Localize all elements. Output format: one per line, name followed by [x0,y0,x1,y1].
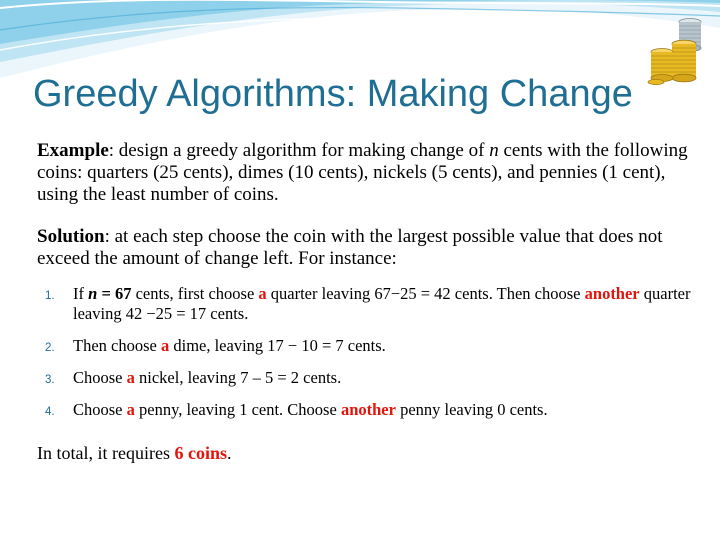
total-text: In total, it requires [37,443,175,463]
step-highlight: another [340,400,396,419]
total-highlight: 6 coins [174,443,227,463]
step-variable-n: n [88,284,98,303]
step-text: Choose [73,368,127,387]
solution-paragraph [37,226,697,270]
step-text: penny, leaving 1 cent. Choose [134,400,341,419]
step-highlight: a [160,336,170,355]
step-text: Choose [73,400,127,419]
example-variable-n: n [489,140,499,161]
slide-body [37,140,697,482]
step-text: quarter leaving 42 −25 = 17 cents. [73,284,691,323]
example-paragraph [37,140,697,206]
step-text: penny leaving 0 cents. [395,400,548,419]
step-equals: = [97,284,115,303]
step-highlight: a [258,284,267,303]
step-number: 3. [45,374,55,386]
step-text: If [73,284,89,303]
step-item-2 [37,336,697,356]
step-text: nickel, leaving 7 – 5 = 2 cents. [134,368,342,387]
step-text: cents, first choose [131,284,259,303]
step-item-3 [37,368,697,388]
slide-title: Greedy Algorithms: Making Change [33,73,633,115]
example-label: Example [37,140,109,161]
step-highlight: another [584,284,640,303]
coin-stacks-icon [646,14,704,86]
step-text: dime, leaving 17 − 10 = 7 cents. [169,336,386,355]
step-number: 4. [45,406,55,418]
step-number: 2. [45,342,55,354]
step-item-4 [37,400,697,420]
step-highlight: a [126,368,135,387]
step-value: 67 [114,284,132,303]
solution-text: : at each step choose the coin with the largest possible value that does not exceed the amount of change left. For instance: [37,226,663,269]
step-text: Then choose [73,336,161,355]
step-number: 1. [45,290,55,302]
step-item-1 [37,284,697,324]
step-highlight: a [126,400,135,419]
steps-list [37,284,697,420]
step-text: quarter leaving 67−25 = 42 cents. Then choose [266,284,585,303]
example-text-1: : design a greedy algorithm for making change of [108,140,490,161]
solution-label: Solution [37,226,105,247]
example-text-2: cents with the following coins: quarters (25 cents), dimes (10 cents), nickels (5 cents), and pennies (1 cent), using the least number of coins. [37,140,688,205]
total-suffix: . [226,443,232,463]
total-line [37,442,697,464]
